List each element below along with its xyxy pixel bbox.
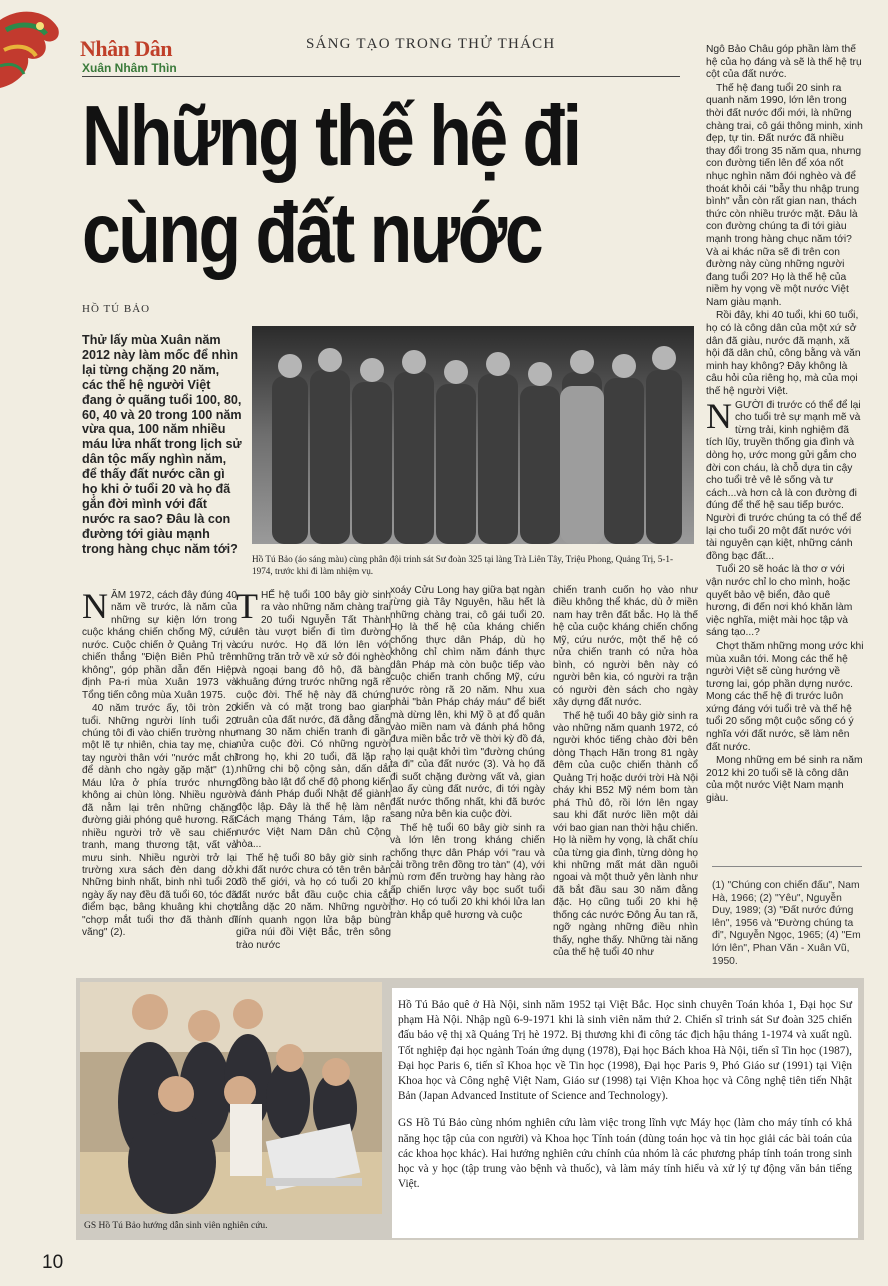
drop-cap: T [236,586,258,626]
students-photo-illustration [80,982,382,1214]
paragraph: Rồi đây, khi 40 tuổi, khi 60 tuổi, họ có là công dân của một xứ sở dân đã giàu, nước đã mạnh, xã hội đã dân chủ, công bằng và văn minh hay không? Đây không là câu hỏi của riêng họ, mà của mọi thế hệ người Việt. [706,310,861,398]
students-photo [80,982,382,1214]
paragraph: Ngô Bảo Châu góp phần làm thế hệ của họ đáng và sẽ là thế hệ trụ cột của đất nước. [706,44,862,81]
article-column-right [706,44,864,807]
author-bio [392,988,858,1238]
drop-cap: N [706,395,732,436]
paragraph: Thế hệ đang tuổi 20 sinh ra quanh năm 1990, lớn lên trong thời đất nước đổi mới, là những chàng trai, cô gái thông minh, xinh đẹp, tự tin. Đất nước đã nhiều thay đổi trong 35 năm qua, nhưng con đường tiến lên để xóa nốt nhục nghìn năm đói nghèo và để thoát khỏi cái "bẫy thu nhập trung bình" vẫn còn rất gian nan, thách thức còn nhiều trước mặt. Đâu là con đường chúng ta đi tới giàu mạnh trong hàng chục năm tới? Và ai khác nữa sẽ đi trên con đường này cùng những người đang tuổi 20? Họ là thế hệ của niềm hy vọng về một nước Việt Nam giàu mạnh. [706,82,863,308]
footnotes: (1) "Chúng con chiến đấu", Nam Hà, 1966; (2) "Yêu", Nguyễn Duy, 1989; (3) "Đất nước đứng lên", 1956 và "Đường chúng ta đi", Nguyễn Ngọc, 1965; (4) "Em lớn lên", Phan Văn - Xuân Vũ, 1950. [712,880,861,967]
paragraph: HẾ hệ tuổi 100 bây giờ sinh ra vào những năm chàng trai 20 tuổi Nguyễn Tất Thành lên tàu vượt biển đi tìm đường cứu nước. Họ đã lớn lên với những trăn trở về xứ sở đói nghèo và ngoại bang đô hộ, đã bàng khuâng đứng trước những ngã rẽ cuộc đời. Thế hệ này đã chứng kiến và có mặt trong bao gian truân của đất nước, đã đằng đẵng mang 30 năm chiến tranh đi gần nửa cuộc đời. Có những người trong họ, khi 20 tuổi, đã lặp ra những chi bộ cộng sản, dấn dắt đồng bào lật đổ chế độ phong kiến và đánh Pháp đuổi Nhật để giành độc lập. Đây là thế hệ làm nên Cách mạng Tháng Tám, lập ra nước Việt Nam Dân chủ Cộng hòa... [236,590,391,851]
paragraph: Mong những em bé sinh ra năm 2012 khi 20 tuổi sẽ là công dân của một nước Việt Nam mạnh giàu. [706,755,863,805]
masthead-subtitle: Xuân Nhâm Thìn [82,61,177,75]
notes-divider [712,866,862,867]
paragraph: Chợt thăm những mong ước khi mùa xuân tới. Mong các thế hệ người Việt sẽ cùng hướng về tương lai, góp phần dựng nước. Mong các thế hệ đi trước luôn xứng đáng với tuổi trẻ và thế hệ tuổi 20 sống một cuộc sống có ý nghĩa với đất nước, sẽ làm nên đất nước. [706,640,864,753]
students-photo-caption: GS Hồ Tú Bảo hướng dẫn sinh viên nghiên cứu. [84,1221,268,1231]
soldiers-photo [252,326,694,544]
paragraph: Tuổi 20 sẽ hoác là thơ ơ với vận nước chỉ lo cho mình, hoặc quyết bảo vệ biển, đảo quê hương, đi đến nơi khó khăn làm việc nghĩa, miệt mài học tập và sáng tạo...? [706,564,853,639]
page-number: 10 [42,1252,64,1273]
author-byline: HỒ TÚ BẢO [82,303,151,315]
section-title: SÁNG TẠO TRONG THỬ THÁCH [306,36,556,52]
paragraph: Thế hệ tuổi 80 bây giờ sinh ra khi đất nước chưa có tên trên bản đồ thế giới, và họ có tuổi 20 khi đất nước bắt đầu cuộc chia cắt dằng dặc 20 năm. Những người lính quanh ngọn lửa bập bùng giữa núi đồi Việt Bắc, trên sông trào nước [236,852,391,951]
header-rule [82,76,680,77]
paragraph: xoáy Cửu Long hay giữa bạt ngàn rừng già Tây Nguyên, hầu hết là những chàng trai, cô gái tuổi 20. Họ là thế hệ của kháng chiến chống thực dân Pháp, dù họ không chỉ chìm năm đánh thực dân Pháp mà còn buộc tiếp vào cuộc chiến tranh chống Mỹ, cứu nước ròng rã 20 năm. Nhu xua phải "bản Pháp cháy máu" để biết mà dừng lên, khi Mỹ ồ ạt đổ quân vào miền nam và đánh phá hông đưa miền bắc trở về thời kỳ đồ đá, họ lại quật khởi tìm "đường chúng ta đi" của đất nước (3). Và họ đã đi suốt chặng đường vất vả, gian lao ấy cùng đất nước, đi tới ngày đất nước thống nhất, khi đã bước sang nửa bên kia cuộc đời. [390,585,545,821]
paragraph: chiến tranh cuốn họ vào như điều không thể khác, dù ở miền nam hay trên đất bắc. Họ là thế hệ của cuộc kháng chiến chống Mỹ, cứu nước, một thế hệ có nửa chiến tranh có nửa hòa bình, có người bên này có người bên kia, có người ra trận có người đèn sách cho ngày xây dựng đất nước. [553,585,698,709]
bio-paragraph: GS Hồ Tú Bảo cùng nhóm nghiên cứu làm việc trong lĩnh vực Máy học (làm cho máy tính có khả năng học tập của con người) và Khoa học Tính toán (dùng toán học và tin học giải các bài toán của các khoa học khác). Hai hướng nghiên cứu chính của nhóm là các phương pháp tính toán trong sinh học và y học (tập trung vào bệnh và thuốc), và làm máy tính hiểu và xử lý tự động văn bản tiếng Việt. [398,1117,852,1191]
paragraph: GƯỜI đi trước có thể để lại cho tuổi trẻ sự mạnh mẽ và từng trải, kinh nghiệm đã tích lũy, truyền thống gia đình và dòng họ, ước mong gửi gắm cho đời con cháu, là chỗ dựa tin cậy cho tuổi trẻ vê lẻ sống và tư cách...và hơn cả là con đường đi đúng để thế hệ sau tiếp bước. Người đi trước chúng ta có thể để lại cho tuổi 20 một đất nước với tài nguyên cạn kiệt, những cánh đồng bạc đất... [706,399,862,562]
drop-cap: N [82,586,108,626]
masthead-title: Nhân Dân [80,36,172,61]
dragon-illustration [0,0,62,92]
article-column-3 [390,585,545,923]
paragraph: 40 năm trước ấy, tôi tròn 20 tuổi. Những người lính tuổi 20 chúng tôi đi vào chiến trường như một lẽ tự nhiên, chia tay mẹ, chia tay người thân với "nước mắt chỉ để dành cho ngày gặp mặt" (1). Máu lửa ở phía trước nhưng không ai chùn lòng. Nhiều người đã nằm lại trên những chặng đường giải phóng quê hương. Rất nhiều người trở về sau chiến tranh, mang thương tật, vất vả mưu sinh. Nhiều người trở lại trường xưa sách đèn dang dở. Những binh nhất, binh nhì tuổi 20 ngày ấy nay đều đã tuổi 60, tóc đã điểm bạc, bâng khuâng khi chợt "chợp mắt tuổi thơ đã thành dĩ vãng" (2). [82,703,237,939]
paragraph: Thế hệ tuổi 40 bây giờ sinh ra vào những năm quanh 1972, có người khóc tiếng chào đời bên dòng Thạch Hãn trong 81 ngày đêm của cuộc chiến thành cổ Quảng Trị hoặc dưới trời Hà Nội cháy khi B52 Mỹ ném bom tàn phá Thủ đô, rồi lớn lên ngay sau khi đất nước liền một dải với bao gian nan thời hậu chiến. Họ là niềm hy vọng, là chất chíu của từng gia đình, từng dòng họ khi những mất mát dần nguôi ngoai và một thuở yên lành như đã bắt đầu sau 30 năm đằng đặc. Họ cũng tuổi 20 khi hệ thống các nước Đông Âu tan rã, ngỡ ngàng những điều nhìn thấy, nghe thấy. Những tài năng của thế hệ tuổi 40 như [553,710,698,959]
headline: Những thế hệ đi cùng đất nước [82,89,580,281]
article-column-1 [82,586,237,941]
article-column-2 [236,586,391,953]
lead-paragraph: Thử lấy mùa Xuân năm 2012 này làm mốc để nhìn lại từng chặng 20 năm, các thế hệ người Việt đang ở quãng tuổi 100, 80, 60, 40 và 20 trong 100 năm vừa qua, 100 năm nhiều máu lửa nhất trong lịch sử dân tộc mấy nghìn năm, để thấy đất nước cần gì họ khi ở tuổi 20 và họ đã gắn đời mình với đất nước ra sao? Đâu là con đường tới giàu mạnh trong hàng chục năm tới? [82,333,242,556]
soldiers-photo-caption: Hồ Tú Bảo (áo sáng màu) cùng phân đội trinh sát Sư đoàn 325 tại làng Trà Liên Tây, Triệu Phong, Quảng Trị, 5-1-1974, trước khi đi làm nhiệm vụ. [252,554,674,576]
paragraph: Thế hệ tuổi 60 bây giờ sinh ra và lớn lên trong kháng chiến chống thực dân Pháp với "rau và cải trồng trên đồng tro tàn" (4), với mù rơm đến trường hay hàng rào ấp chiến lược vây bọc suốt tuổi thơ. Họ có tuổi 20 khi khói lửa lan tràn khắp quê hương và cuộc [390,822,545,921]
article-column-4 [553,585,698,961]
soldiers-photo-illustration [252,326,694,544]
paragraph: ĂM 1972, cách đây đúng 40 năm về trước, là năm của những sự kiện lớn trong cuộc kháng chiến chống Mỹ, cứu nước. Cuộc chiến ở Quảng Trị và chiến thắng "Điện Biên Phủ trên không", góp phần dẫn đến Hiệp định Pa-ri mùa Xuân 1973 và Tổng tiến công mùa Xuân 1975. [82,590,237,701]
bio-paragraph: Hồ Tú Bảo quê ở Hà Nội, sinh năm 1952 tại Việt Bắc. Học sinh chuyên Toán khóa 1, Đại học Sư phạm Hà Nội. Nhập ngũ 6-9-1971 khi là sinh viên năm thứ 2. Chiến sĩ trinh sát Sư đoàn 325 chiến đấu bảo vệ thị xã Quảng Trị hè 1972. Bị thương khi đi công tác địch hậu tháng 1-1974 và xuất ngũ. Tốt nghiệp đại học ngành Toán ứng dụng (1978), Đại học Bách khoa Hà Nội, tiến sĩ Tin học (1987), Đại học Paris 6, tiến sĩ Khoa học về Tin học (1998), Đại học Paris 9, Phó Giáo sư (1991) tại Viện Khoa học và Công nghệ Việt Nam, Giáo sư (1998) tại Viện Khoa học và Công nghệ tiên tiến Nhật Bản (Japan Advanced Institute of Science and Technology). [398,999,852,1103]
